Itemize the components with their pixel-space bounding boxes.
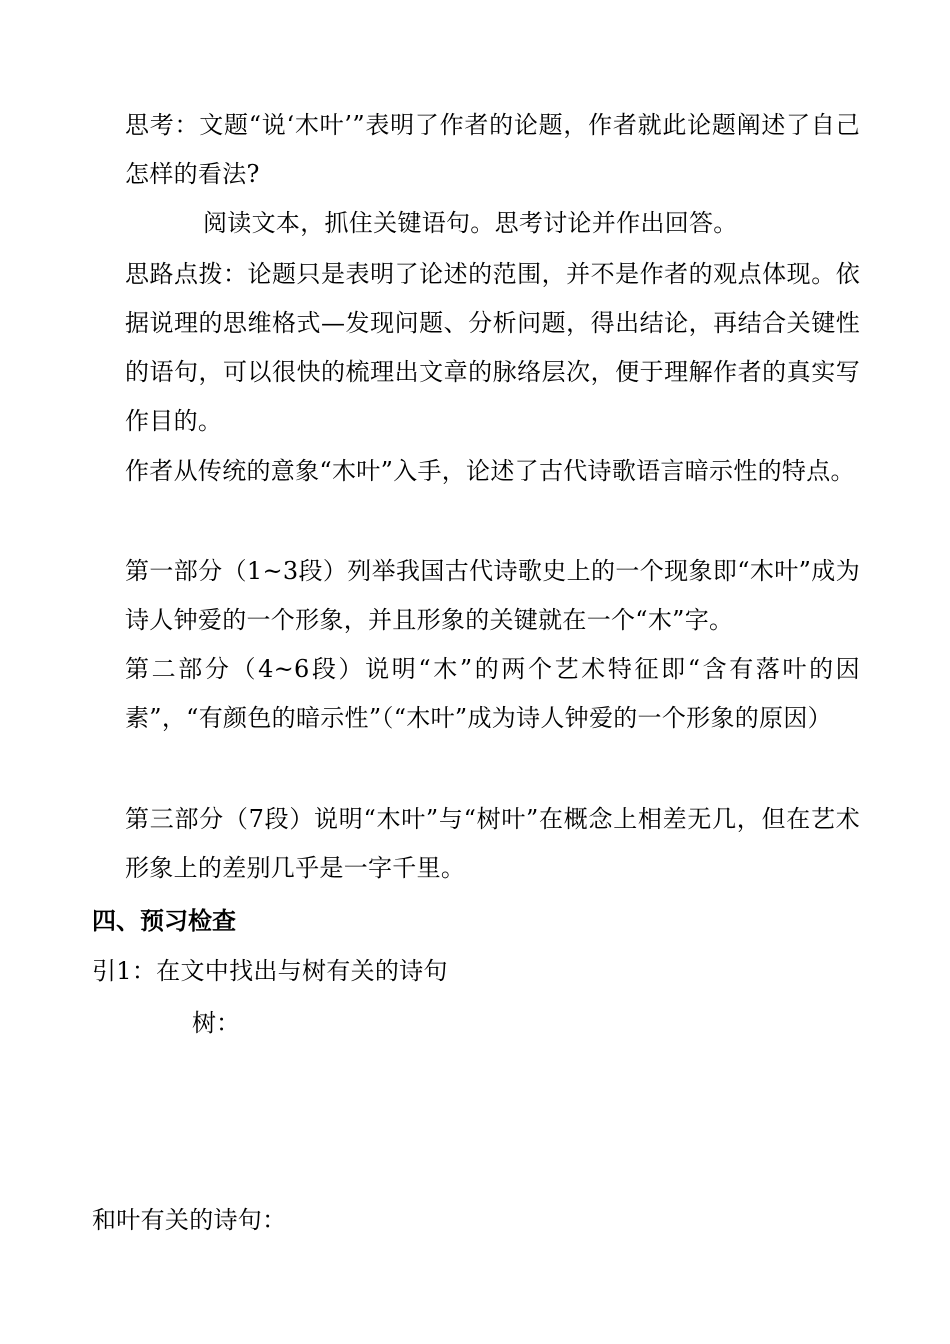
hint-paragraph: 思路点拨：论题只是表明了论述的范围，并不是作者的观点体现。依据说理的思维格式—发现问题、分析问题，得出结论，再结合关键性的语句，可以很快的梳理出文章的脉络层次，便于理解作者的真实写作目的。 (125, 260, 860, 435)
think-question: 思考：文题“说‘木叶’”表明了作者的论题，作者就此论题阐述了自己怎样的看法? (125, 111, 860, 188)
leaf-label: 和叶有关的诗句： (92, 1206, 287, 1234)
tree-label: 树： (192, 1009, 240, 1037)
summary-part-3: 第三部分（7段）说明“木叶”与“树叶”在概念上相差无几，但在艺术形象上的差别几乎是一字千里。 (125, 805, 860, 882)
task-1: 引1：在文中找出与树有关的诗句 (92, 957, 448, 985)
summary-part-1: 第一部分（1~3段）列举我国古代诗歌史上的一个现象即“木叶”成为诗人钟爱的一个形象，并且形象的关键就在一个“木”字。 (125, 557, 860, 634)
think-instruction: 阅读文本，抓住关键语句。思考讨论并作出回答。 (203, 209, 738, 237)
summary-main: 作者从传统的意象“木叶”入手，论述了古代诗歌语言暗示性的特点。 (125, 457, 855, 485)
section-heading: 四、预习检查 (92, 907, 236, 935)
summary-part-2: 第二部分（4~6段）说明“木”的两个艺术特征即“含有落叶的因素”，“有颜色的暗示性”（“木叶”成为诗人钟爱的一个形象的原因） (125, 655, 860, 732)
